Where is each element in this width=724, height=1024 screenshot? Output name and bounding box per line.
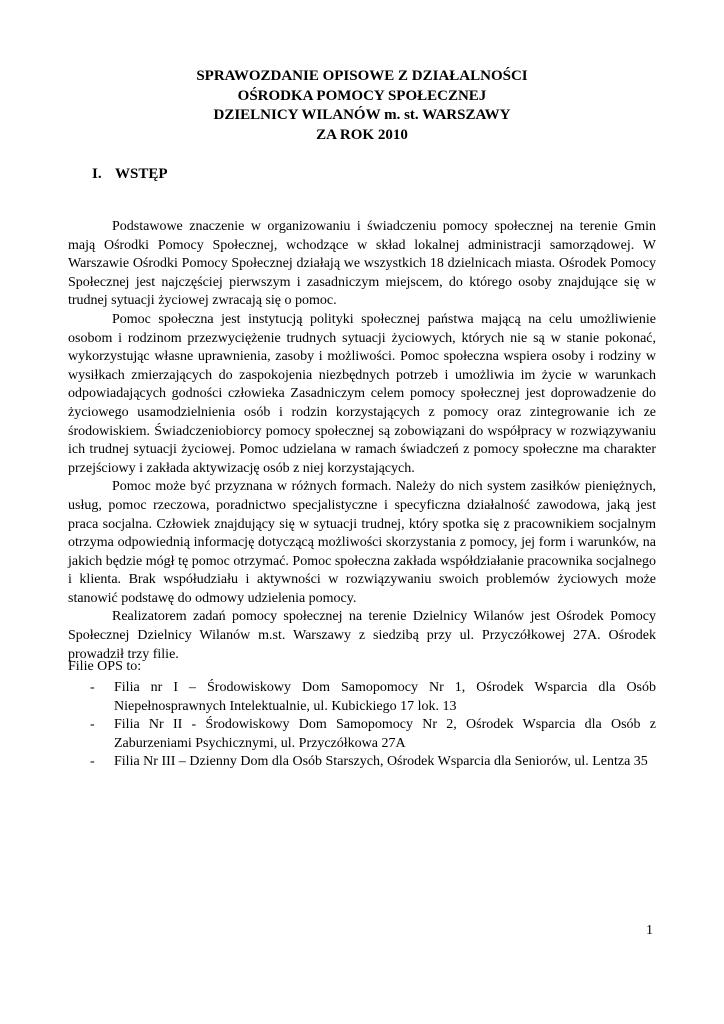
paragraph: Realizatorem zadań pomocy społecznej na terenie Dzielnicy Wilanów jest Ośrodek Pomocy Społecznej Dzielnicy Wilanów m.st. Warszawy z siedzibą przy ul. Przyczółkowej 27A. Ośrodek prowadził trzy filie. [68, 609, 656, 662]
filie-list [68, 679, 656, 772]
title-line: OŚRODKA POMOCY SPOŁECZNEJ [237, 87, 487, 104]
body-text [68, 218, 656, 664]
title-line: SPRAWOZDANIE OPISOWE Z DZIAŁALNOŚCI [196, 68, 528, 84]
paragraph: Pomoc może być przyznana w różnych formach. Należy do nich system zasiłków pieniężnych, usług, pomoc rzeczowa, poradnictwo specjalistyczne i specyficzna działalność zawodowa, jaką jest praca socjalna. Człowiek znajdujący się w sytuacji trudnej, który spotka się z pracownikiem socjalnym otrzyma odpowiednią informację dotyczącą możliwości skorzystania z pomocy, jej form i warunków, na jakich będzie mógł tę pomoc otrzymać. Pomoc społeczna zakłada współdziałanie pracownika socjalnego i klienta. Brak współudziału i aktywności w rozwiązywaniu swoich problemów życiowych może stanowić podstawę do odmowy udzielenia pomocy. [68, 479, 656, 606]
list-item-text: Filia Nr III – Dzienny Dom dla Osób Starszych, Ośrodek Wsparcia dla Seniorów, ul. Lentza 35 [114, 754, 648, 770]
title-line: DZIELNICY WILANÓW m. st. WARSZAWY [213, 107, 511, 123]
filie-intro: Filie OPS to: [68, 659, 142, 674]
section-title: WSTĘP [115, 166, 168, 182]
list-item-text: Filia nr I – Środowiskowy Dom Samopomocy Nr 1, Ośrodek Wsparcia dla Osób Niepełnosprawnych Intelektualnie, ul. Kubickiego 17 lok. 13 [114, 680, 656, 714]
section-heading [92, 165, 168, 184]
paragraph: Podstawowe znaczenie w organizowaniu i świadczeniu pomocy społecznej na terenie Gmin mają Ośrodki Pomocy Społecznej, wchodzące w skład lokalnej administracji samorządowej. W Warszawie Ośrodki Pomocy Społecznej działają we wszystkich 18 dzielnicach miasta. Ośrodek Pomocy Społecznej jest najczęściej pierwszym i zasadniczym miejscem, do którego osoby znajdujące się w trudnej sytuacji życiowej zwracają się o pomoc. [68, 219, 656, 309]
list-item [68, 679, 656, 716]
section-number: I. [92, 166, 102, 182]
paragraph: Pomoc społeczna jest instytucją polityki społecznej państwa mającą na celu umożliwienie osobom i rodzinom przezwyciężenie trudnych sytuacji życiowych, których nie są w stanie pokonać, wykorzystując własne uprawnienia, zasoby i możliwości. Pomoc społeczna wspiera osoby i rodziny w wysiłkach zmierzających do zaspokojenia niezbędnych potrzeb i umożliwia im życie w warunkach odpowiadających godności człowieka Zasadniczym celem pomocy społecznej jest doprowadzenie do życiowego usamodzielnienia osób i rodzin korzystających z pomocy oraz zintegrowanie ich ze środowiskiem. Świadczeniobiorcy pomocy społecznej są zobowiązani do współpracy w rozwiązywaniu ich trudnej sytuacji życiowej. Pomoc udzielana w ramach świadczeń z pomocy społeczne ma charakter przejściowy i zakłada aktywizację osób z niej korzystających. [68, 311, 656, 476]
report-title [0, 67, 724, 145]
title-line: ZA ROK 2010 [316, 126, 408, 143]
list-item-text: Filia Nr II - Środowiskowy Dom Samopomocy Nr 2, Ośrodek Wsparcia dla Osób z Zaburzeniami Psychicznymi, ul. Przyczółkowa 27A [114, 717, 656, 751]
list-dash: - [90, 680, 95, 695]
list-item [68, 716, 656, 753]
list-dash: - [90, 754, 95, 770]
page-number: 1 [646, 923, 653, 938]
list-item [68, 753, 656, 772]
list-dash: - [90, 717, 95, 733]
